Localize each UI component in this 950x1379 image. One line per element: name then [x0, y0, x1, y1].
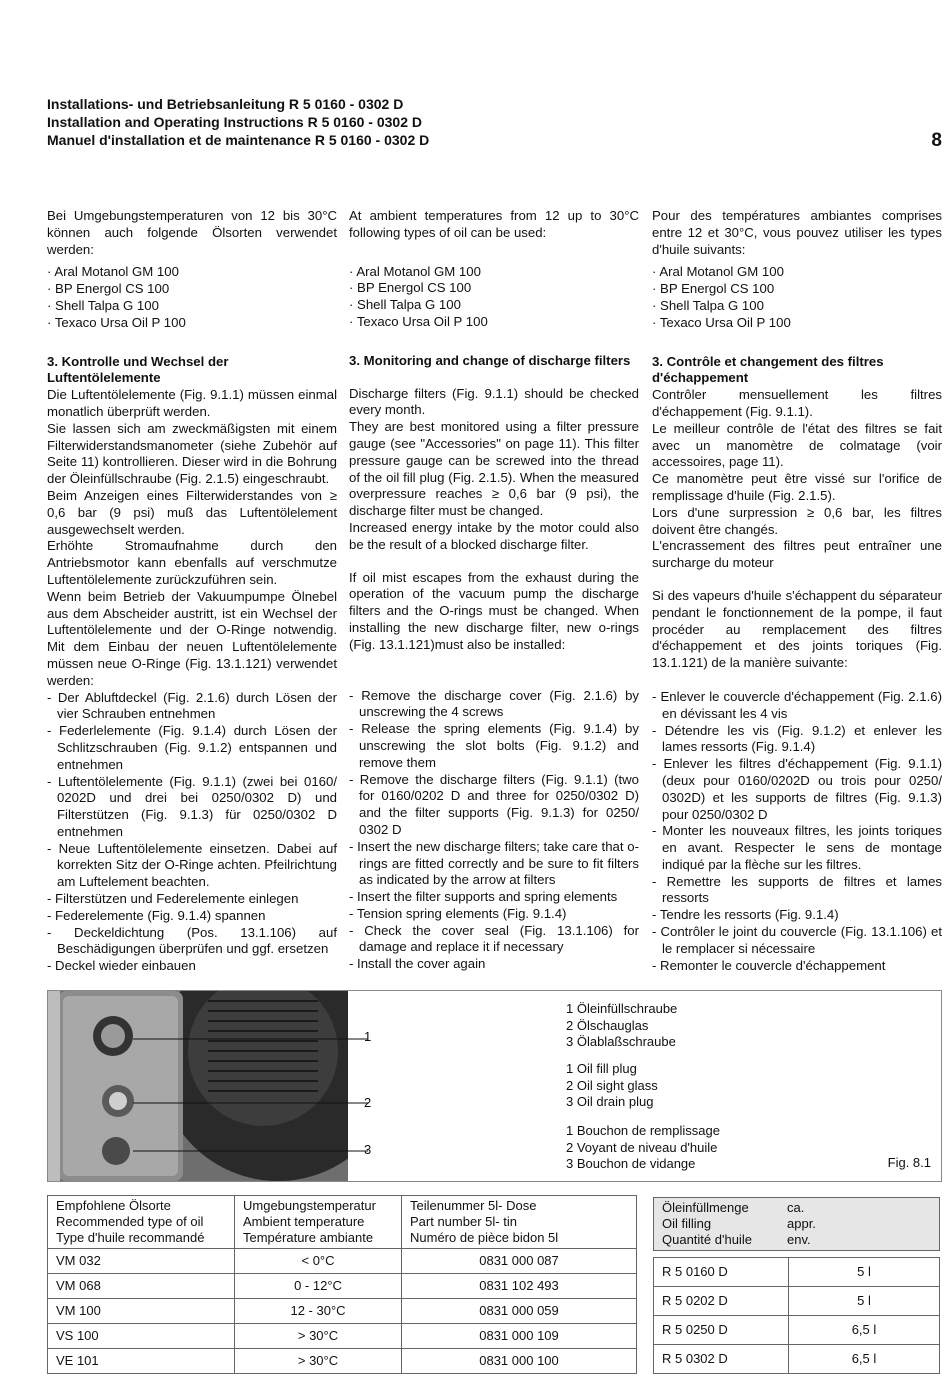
- step-item: - Remonter le couvercle d'échappement: [652, 957, 886, 973]
- column-german: [47, 208, 337, 975]
- header-line: Öleinfüllmenge: [662, 1200, 749, 1215]
- volume-cell: 6,5 l: [789, 1316, 940, 1345]
- section-heading: 3. Contrôle et changement des filtres d'échappement: [652, 353, 884, 386]
- step-item: - Insert the new discharge filters; take care that o-rings are fitted correctly and be sure to fit filters as indicated by the arrow at filters: [349, 838, 639, 888]
- intro-text: At ambient temperatures from 12 up to 30°C following types of oil can be used:: [349, 208, 639, 240]
- oil-item: · BP Energol CS 100: [47, 281, 170, 297]
- step-item: - Federlelemente (Fig. 9.1.4) durch Lösen der Schlitzschrauben (Fig. 9.1.2) entspannen und entnehmen: [47, 723, 337, 772]
- paragraph: They are best monitored using a filter pressure gauge (see "Accessories" on page 11). This filter pressure gauge can be screwed into the thread of the oil fill plug (Fig. 2.1.5). When the measured overpressure reaches ≥ 0,6 bar (9 psi), the discharge filter must be changed.: [349, 419, 639, 519]
- legend-item: 1 Bouchon de remplissage: [566, 1123, 720, 1138]
- step-item: - Remove the discharge filters (Fig. 9.1.1) (two for 0160/0202 D and three for 0250/0302 D) and the filter supports (Fig. 9.1.3) for 0250/ 0302 D: [349, 771, 639, 837]
- oil-item: · Aral Motanol GM 100: [349, 263, 481, 279]
- step-item: - Détendre les vis (Fig. 9.1.2) et enlever les lames ressorts (Fig. 9.1.4): [652, 722, 942, 755]
- table-row: [654, 1287, 940, 1316]
- step-item: - Remettre les supports de filtres et lames ressorts: [652, 873, 942, 906]
- temperature-cell: > 30°C: [235, 1324, 402, 1349]
- header-line: Empfohlene Ölsorte: [56, 1198, 171, 1213]
- step-item: - Monter les nouveaux filtres, les joints toriques en avant. Respecter le sens de montage indiqué par la flèche sur les filtres.: [652, 823, 942, 872]
- step-item: - Der Abluftdeckel (Fig. 2.1.6) durch Lösen der vier Schrauben entnehmen: [47, 689, 337, 722]
- paragraph: Die Luftentölelemente (Fig. 9.1.1) müssen einmal monatlich überprüft werden.: [47, 387, 337, 419]
- title-en: Installation and Operating Instructions R 5 0160 - 0302 D: [47, 114, 422, 130]
- paragraph: Lors d'une surpression ≥ 0,6 bar, les filtres doivent être changés.: [652, 504, 942, 537]
- oil-item: · Shell Talpa G 100: [349, 297, 461, 313]
- title-fr: Manuel d'installation et de maintenance R 5 0160 - 0302 D: [47, 132, 430, 148]
- oil-type-cell: VM 100: [48, 1299, 235, 1324]
- paragraph: Erhöhte Stromaufnahme durch den Antriebsmotor kann ebenfalls auf verschmutze Luftentölelemente zurückzuführen sein.: [47, 538, 337, 587]
- paragraph: L'encrassement des filtres peut entraîner une surcharge du moteur: [652, 538, 942, 571]
- paragraph: Le meilleur contrôle de l'état des filtres se fait avec un manomètre de colmatage (voir accessoires, page 11).: [652, 420, 942, 470]
- table-header-row: [654, 1198, 940, 1251]
- callout-2: 2: [364, 1095, 372, 1110]
- step-item: - Federelemente (Fig. 9.1.4) spannen: [47, 907, 266, 923]
- part-number-cell: 0831 000 109: [402, 1324, 637, 1349]
- paragraph: Sie lassen sich am zweckmäßigsten mit einem Filterwiderstandsmanometer (siehe Zubehör auf Seite 11) kontrollieren. Dieser wird in die Bohrung der Öleinfüllschraube (Fig. 2.1.5) eingeschraubt.: [47, 420, 337, 487]
- legend-item: 3 Bouchon de vidange: [566, 1156, 696, 1171]
- intro-text: Bei Umgebungstemperaturen von 12 bis 30°C können auch folgende Ölsorten verwendet werden:: [47, 208, 337, 257]
- legend-item: 2 Ölschauglas: [566, 1017, 649, 1033]
- oil-item: · Aral Motanol GM 100: [652, 264, 784, 280]
- paragraph: Wenn beim Betrieb der Vakuumpumpe Ölnebel aus dem Abscheider austritt, ist ein Wechsel der Luftentölelemente und der O-Ringe notwendig. Mit dem Einbau der neuen Luftentölelemente müssen neue O-Ringe (Fig. 13.1.121) verwendet werden:: [47, 588, 337, 688]
- step-item: - Check the cover seal (Fig. 13.1.106) for damage and replace it if necessary: [349, 922, 639, 955]
- temperature-cell: 0 - 12°C: [235, 1274, 402, 1299]
- paragraph: Beim Anzeigen eines Filterwiderstandes von ≥ 0,6 bar (9 psi) muß das Luftentölelement ausgewechselt werden.: [47, 487, 337, 537]
- step-item: - Luftentölelemente (Fig. 9.1.1) (zwei bei 0160/ 0202D und drei bei 0250/0302 D) und Filterstützen (Fig. 9.1.3) für 0250/0302 D entnehmen: [47, 773, 337, 839]
- legend-english: [566, 1061, 658, 1111]
- oil-item: · Shell Talpa G 100: [652, 297, 764, 313]
- document-header: [47, 95, 937, 149]
- step-item: - Remove the discharge cover (Fig. 2.1.6) by unscrewing the 4 screws: [349, 687, 639, 720]
- step-item: - Contrôler le joint du couvercle (Fig. 13.1.106) et le remplacer si nécessaire: [652, 924, 942, 956]
- oil-type-cell: VS 100: [48, 1324, 235, 1349]
- table-header-row: [48, 1196, 637, 1249]
- table-row: [48, 1349, 637, 1374]
- header-line: env.: [787, 1232, 811, 1247]
- paragraph: Increased energy intake by the motor could also be the result of a blocked discharge filter.: [349, 519, 639, 552]
- title-de: Installations- und Betriebsanleitung R 5 0160 - 0302 D: [47, 96, 404, 112]
- legend-item: 3 Oil drain plug: [566, 1094, 654, 1109]
- oil-type-cell: VM 032: [48, 1249, 235, 1274]
- column-english: [349, 208, 639, 973]
- temperature-cell: > 30°C: [235, 1349, 402, 1374]
- legend-item: 2 Voyant de niveau d'huile: [566, 1139, 718, 1155]
- step-item: - Tendre les ressorts (Fig. 9.1.4): [652, 907, 839, 923]
- oil-type-cell: VE 101: [48, 1349, 235, 1374]
- table-header-cell: [235, 1196, 402, 1249]
- section-heading: 3. Monitoring and change of discharge filters: [349, 352, 631, 368]
- table-header-cell: [48, 1196, 235, 1249]
- figure-box: [47, 990, 942, 1182]
- volume-cell: 5 l: [789, 1287, 940, 1316]
- legend-item: 1 Öleinfüllschraube: [566, 1001, 678, 1016]
- paragraph: If oil mist escapes from the exhaust during the operation of the vacuum pump the discharge filters and the O-rings must be changed. When installing the new discharge filter, new o-rings (Fig. 13.1.121)must also be installed:: [349, 569, 639, 652]
- oil-item: · BP Energol CS 100: [652, 281, 775, 297]
- legend-french: [566, 1123, 720, 1173]
- legend-item: 3 Ölablaßschraube: [566, 1034, 676, 1049]
- step-item: - Neue Luftentölelemente einsetzen. Dabei auf korrekten Sitz der O-Ringe achten. Pfeilrichtung am Luftelement beachten.: [47, 840, 337, 890]
- table-row: [654, 1258, 940, 1287]
- header-line: appr.: [787, 1216, 816, 1231]
- table-header-cell: [654, 1198, 940, 1251]
- page-number: 8: [931, 130, 942, 151]
- header-line: ca.: [787, 1200, 805, 1215]
- model-cell: R 5 0250 D: [654, 1316, 789, 1345]
- table-row: [48, 1249, 637, 1274]
- header-line: Part number 5l- tin: [410, 1214, 517, 1229]
- oil-item: · BP Energol CS 100: [349, 280, 472, 296]
- legend-item: 1 Oil fill plug: [566, 1061, 637, 1076]
- paragraph: Ce manomètre peut être vissé sur l'orifice de remplissage d'huile (Fig. 2.1.5).: [652, 471, 942, 503]
- legend-item: 2 Oil sight glass: [566, 1077, 658, 1093]
- legend-german: [566, 1001, 677, 1051]
- oil-item: · Texaco Ursa Oil P 100: [652, 314, 791, 330]
- paragraph: Contrôler mensuellement les filtres d'échappement (Fig. 9.1.1).: [652, 387, 942, 419]
- part-number-cell: 0831 000 100: [402, 1349, 637, 1374]
- volume-cell: 5 l: [789, 1258, 940, 1287]
- intro-text: Pour des températures ambiantes comprises entre 12 et 30°C, vous pouvez utiliser les types d'huile suivants:: [652, 208, 942, 257]
- header-line: Numéro de pièce bidon 5l: [410, 1230, 559, 1245]
- step-item: - Deckeldichtung (Pos. 13.1.106) auf Beschädigungen überprüfen und ggf. ersetzen: [47, 924, 337, 957]
- step-item: - Enlever le couvercle d'échappement (Fig. 2.1.6) en dévissant les 4 vis: [652, 688, 942, 721]
- oil-item: · Texaco Ursa Oil P 100: [349, 313, 488, 329]
- step-item: - Filterstützen und Federelemente einlegen: [47, 891, 299, 907]
- paragraph: Si des vapeurs d'huile s'échappent du séparateur pendant le fonctionnement de la pompe, il faut procéder au remplacement des filtres d'échappement et des joints toriques (Fig. 13.1.121) de la manière suivante:: [652, 587, 942, 671]
- step-item: - Install the cover again: [349, 956, 486, 972]
- header-line: Type d'huile recommandé: [56, 1230, 205, 1245]
- oil-type-table: [47, 1195, 637, 1374]
- header-line: Teilenummer 5l- Dose: [410, 1198, 537, 1213]
- temperature-cell: < 0°C: [235, 1249, 402, 1274]
- table-row: [654, 1316, 940, 1345]
- model-cell: R 5 0202 D: [654, 1287, 789, 1316]
- oil-item: · Shell Talpa G 100: [47, 297, 159, 313]
- oil-item: · Texaco Ursa Oil P 100: [47, 314, 186, 330]
- table-header-cell: [402, 1196, 637, 1249]
- table-row: [654, 1345, 940, 1374]
- callout-1: 1: [364, 1029, 372, 1044]
- step-item: - Deckel wieder einbauen: [47, 958, 196, 974]
- temperature-cell: 12 - 30°C: [235, 1299, 402, 1324]
- table-row: [48, 1274, 637, 1299]
- figure-label: Fig. 8.1: [887, 1155, 931, 1170]
- model-cell: R 5 0160 D: [654, 1258, 789, 1287]
- header-line: Ambient temperature: [243, 1214, 365, 1229]
- part-number-cell: 0831 102 493: [402, 1274, 637, 1299]
- table-row: [48, 1324, 637, 1349]
- oil-filling-table: [653, 1197, 940, 1374]
- part-number-cell: 0831 000 087: [402, 1249, 637, 1274]
- column-french: [652, 208, 942, 974]
- header-line: Oil filling: [662, 1216, 712, 1231]
- model-cell: R 5 0302 D: [654, 1345, 789, 1374]
- oil-type-cell: VM 068: [48, 1274, 235, 1299]
- paragraph: Discharge filters (Fig. 9.1.1) should be checked every month.: [349, 385, 639, 418]
- volume-cell: 6,5 l: [789, 1345, 940, 1374]
- header-line: Quantité d'huile: [662, 1232, 752, 1247]
- step-item: - Release the spring elements (Fig. 9.1.4) by unscrewing the slot bolts (Fig. 9.1.2) and remove them: [349, 721, 639, 770]
- header-line: Température ambiante: [243, 1230, 374, 1245]
- callout-3: 3: [364, 1142, 372, 1157]
- section-heading: 3. Kontrolle und Wechsel der Luftentölelemente: [47, 353, 229, 386]
- step-item: - Insert the filter supports and spring elements: [349, 889, 618, 905]
- oil-item: · Aral Motanol GM 100: [47, 264, 179, 280]
- header-line: Recommended type of oil: [56, 1214, 204, 1229]
- table-row: [48, 1299, 637, 1324]
- step-item: - Tension spring elements (Fig. 9.1.4): [349, 905, 567, 921]
- part-number-cell: 0831 000 059: [402, 1299, 637, 1324]
- header-line: Umgebungstemperatur: [243, 1198, 376, 1213]
- step-item: - Enlever les filtres d'échappement (Fig. 9.1.1) (deux pour 0160/0202D ou trois pour 0250/ 0302D) et les supports de filtres (Fig. 9.1.3) pour 0250/0302 D: [652, 756, 942, 822]
